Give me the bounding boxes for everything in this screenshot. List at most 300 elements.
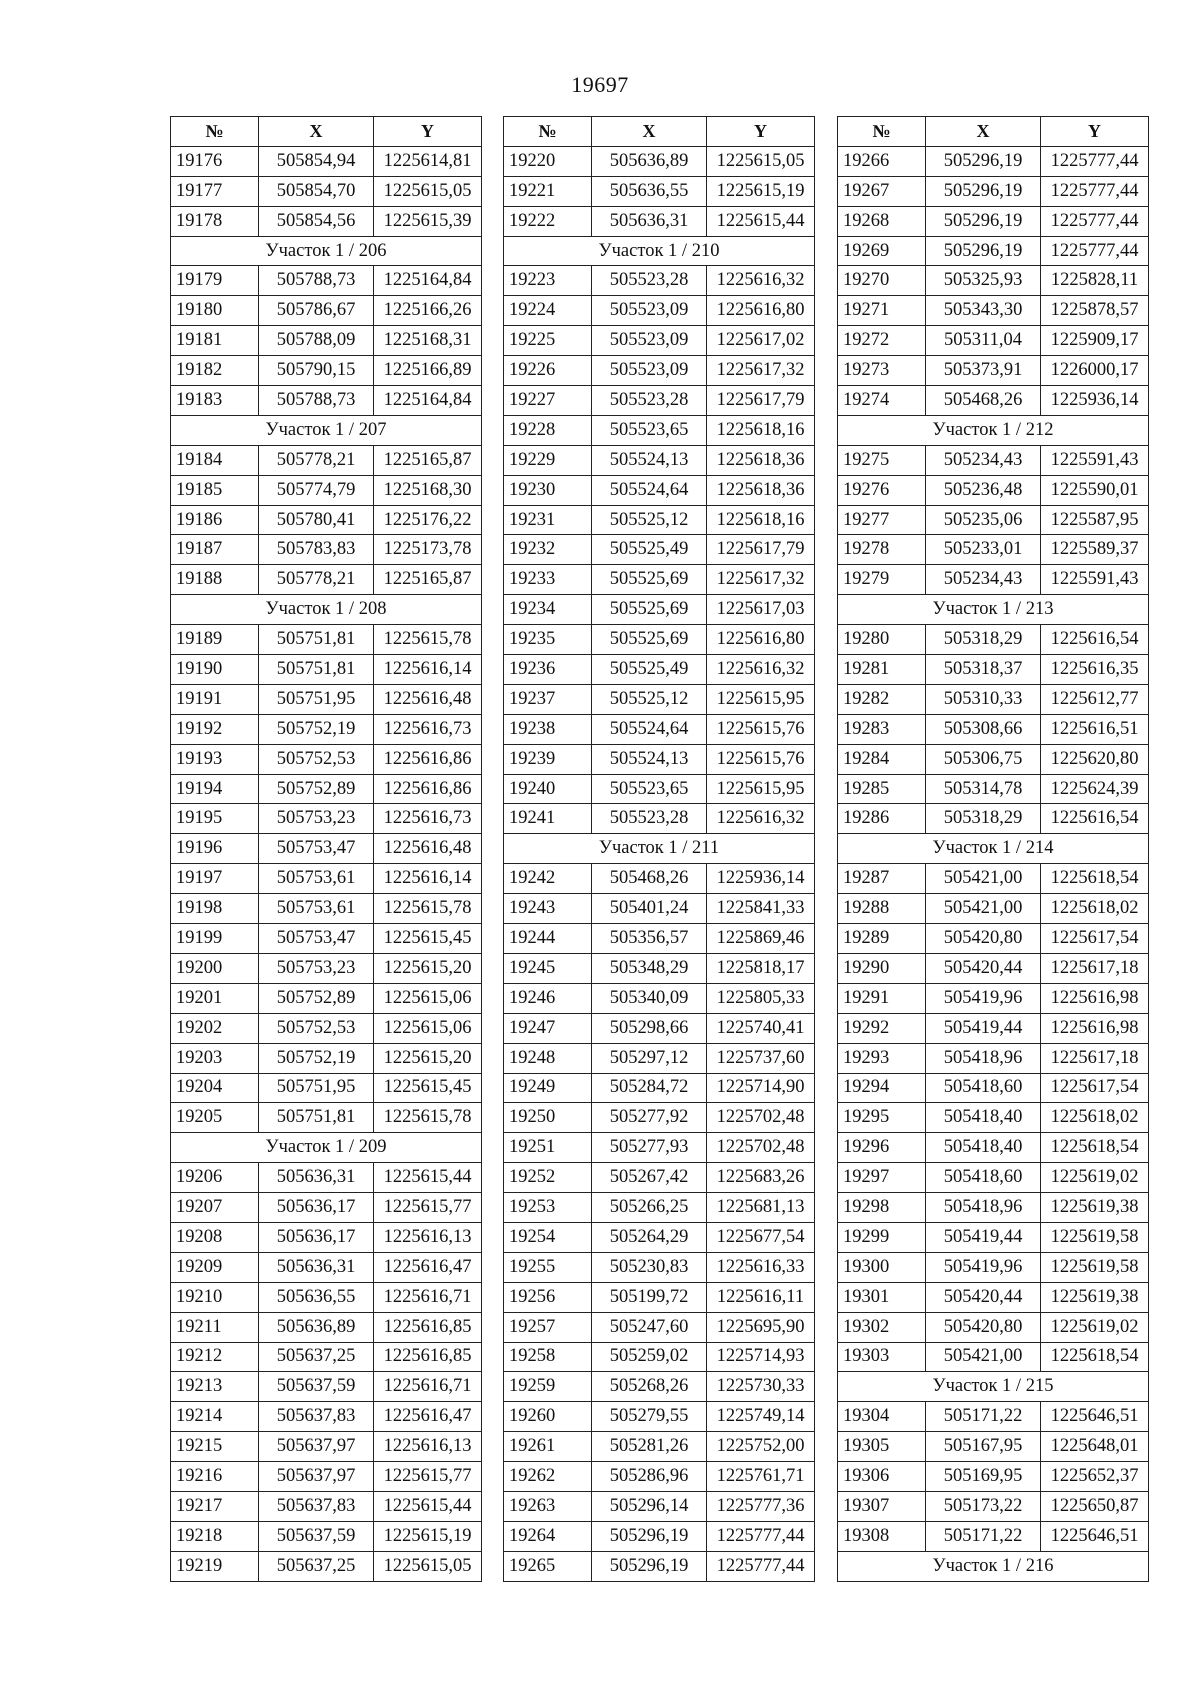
table-row <box>504 415 815 445</box>
point-number: 19178 <box>171 206 259 236</box>
y-coordinate: 1225616,47 <box>374 1402 482 1432</box>
point-number: 19231 <box>504 505 592 535</box>
table-row <box>504 655 815 685</box>
y-coordinate: 1225615,06 <box>374 1013 482 1043</box>
table-row <box>504 1163 815 1193</box>
table-row <box>838 1282 1149 1312</box>
point-number: 19189 <box>171 625 259 655</box>
table-row <box>171 953 482 983</box>
x-coordinate: 505247,60 <box>592 1312 707 1342</box>
x-coordinate: 505233,01 <box>926 535 1041 565</box>
x-coordinate: 505296,19 <box>926 206 1041 236</box>
table-row <box>504 714 815 744</box>
x-coordinate: 505421,00 <box>926 894 1041 924</box>
x-coordinate: 505752,19 <box>259 714 374 744</box>
y-coordinate: 1225737,60 <box>707 1043 815 1073</box>
table-row <box>504 983 815 1013</box>
point-number: 19247 <box>504 1013 592 1043</box>
table-row <box>171 1013 482 1043</box>
point-number: 19299 <box>838 1222 926 1252</box>
table-row <box>504 146 815 176</box>
x-coordinate: 505636,31 <box>259 1163 374 1193</box>
header-x: X <box>926 117 1041 147</box>
x-coordinate: 505284,72 <box>592 1073 707 1103</box>
table-row <box>504 386 815 416</box>
point-number: 19259 <box>504 1372 592 1402</box>
point-number: 19233 <box>504 565 592 595</box>
point-number: 19249 <box>504 1073 592 1103</box>
x-coordinate: 505523,28 <box>592 266 707 296</box>
point-number: 19223 <box>504 266 592 296</box>
y-coordinate: 1225616,32 <box>707 655 815 685</box>
y-coordinate: 1225616,47 <box>374 1252 482 1282</box>
table-row <box>171 684 482 714</box>
point-number: 19297 <box>838 1163 926 1193</box>
table-row <box>838 1342 1149 1372</box>
x-coordinate: 505636,89 <box>259 1312 374 1342</box>
table-row <box>171 1342 482 1372</box>
header-y: Y <box>374 117 482 147</box>
table-row <box>171 1073 482 1103</box>
point-number: 19199 <box>171 924 259 954</box>
point-number: 19294 <box>838 1073 926 1103</box>
x-coordinate: 505523,65 <box>592 774 707 804</box>
table-row <box>171 445 482 475</box>
x-coordinate: 505751,81 <box>259 625 374 655</box>
x-coordinate: 505318,29 <box>926 804 1041 834</box>
x-coordinate: 505751,95 <box>259 684 374 714</box>
point-number: 19264 <box>504 1521 592 1551</box>
header-number: № <box>504 117 592 147</box>
point-number: 19187 <box>171 535 259 565</box>
point-number: 19298 <box>838 1193 926 1223</box>
section-row <box>171 236 482 266</box>
x-coordinate: 505525,49 <box>592 655 707 685</box>
y-coordinate: 1225777,36 <box>707 1491 815 1521</box>
y-coordinate: 1225166,26 <box>374 296 482 326</box>
point-number: 19214 <box>171 1402 259 1432</box>
y-coordinate: 1225616,86 <box>374 774 482 804</box>
point-number: 19203 <box>171 1043 259 1073</box>
x-coordinate: 505420,80 <box>926 1312 1041 1342</box>
point-number: 19253 <box>504 1193 592 1223</box>
point-number: 19209 <box>171 1252 259 1282</box>
y-coordinate: 1225168,31 <box>374 326 482 356</box>
table-row <box>504 1222 815 1252</box>
point-number: 19177 <box>171 176 259 206</box>
y-coordinate: 1225616,73 <box>374 714 482 744</box>
point-number: 19303 <box>838 1342 926 1372</box>
y-coordinate: 1225616,86 <box>374 744 482 774</box>
point-number: 19180 <box>171 296 259 326</box>
table-row <box>504 445 815 475</box>
y-coordinate: 1225818,17 <box>707 953 815 983</box>
table-row <box>504 1491 815 1521</box>
y-coordinate: 1225752,00 <box>707 1432 815 1462</box>
table-row <box>504 1312 815 1342</box>
table-row <box>504 1073 815 1103</box>
table-row <box>171 475 482 505</box>
y-coordinate: 1225615,95 <box>707 774 815 804</box>
point-number: 19277 <box>838 505 926 535</box>
x-coordinate: 505753,47 <box>259 834 374 864</box>
table-row <box>171 1222 482 1252</box>
table-row <box>171 296 482 326</box>
point-number: 19207 <box>171 1193 259 1223</box>
table-row <box>171 1462 482 1492</box>
y-coordinate: 1225777,44 <box>707 1551 815 1581</box>
point-number: 19263 <box>504 1491 592 1521</box>
table-row <box>504 1252 815 1282</box>
y-coordinate: 1225165,87 <box>374 565 482 595</box>
table-row <box>838 1462 1149 1492</box>
section-title: Участок 1 / 210 <box>504 236 815 266</box>
y-coordinate: 1225936,14 <box>1041 386 1149 416</box>
section-title: Участок 1 / 216 <box>838 1551 1149 1581</box>
table-row <box>838 1193 1149 1223</box>
table-row <box>838 714 1149 744</box>
point-number: 19278 <box>838 535 926 565</box>
point-number: 19235 <box>504 625 592 655</box>
y-coordinate: 1225590,01 <box>1041 475 1149 505</box>
y-coordinate: 1225616,71 <box>374 1282 482 1312</box>
header-x: X <box>592 117 707 147</box>
y-coordinate: 1225168,30 <box>374 475 482 505</box>
x-coordinate: 505525,69 <box>592 595 707 625</box>
table-row <box>504 864 815 894</box>
point-number: 19226 <box>504 356 592 386</box>
point-number: 19301 <box>838 1282 926 1312</box>
y-coordinate: 1225714,93 <box>707 1342 815 1372</box>
point-number: 19255 <box>504 1252 592 1282</box>
y-coordinate: 1225841,33 <box>707 894 815 924</box>
point-number: 19292 <box>838 1013 926 1043</box>
table-row <box>171 1103 482 1133</box>
coordinates-table-2 <box>503 116 815 1582</box>
table-row <box>838 864 1149 894</box>
x-coordinate: 505267,42 <box>592 1163 707 1193</box>
table-row <box>838 565 1149 595</box>
y-coordinate: 1225619,58 <box>1041 1252 1149 1282</box>
x-coordinate: 505525,69 <box>592 565 707 595</box>
y-coordinate: 1225617,79 <box>707 535 815 565</box>
y-coordinate: 1225615,20 <box>374 953 482 983</box>
y-coordinate: 1225702,48 <box>707 1133 815 1163</box>
table-row <box>171 565 482 595</box>
section-row <box>171 1133 482 1163</box>
point-number: 19284 <box>838 744 926 774</box>
table-row <box>504 684 815 714</box>
table-row <box>504 326 815 356</box>
y-coordinate: 1225617,79 <box>707 386 815 416</box>
x-coordinate: 505419,96 <box>926 983 1041 1013</box>
table-row <box>504 1432 815 1462</box>
y-coordinate: 1225616,73 <box>374 804 482 834</box>
table-row <box>838 326 1149 356</box>
x-coordinate: 505318,37 <box>926 655 1041 685</box>
section-row <box>838 1551 1149 1581</box>
table-row <box>504 475 815 505</box>
x-coordinate: 505286,96 <box>592 1462 707 1492</box>
y-coordinate: 1225616,98 <box>1041 1013 1149 1043</box>
table-row <box>504 1521 815 1551</box>
x-coordinate: 505752,19 <box>259 1043 374 1073</box>
table-row <box>838 146 1149 176</box>
point-number: 19238 <box>504 714 592 744</box>
point-number: 19302 <box>838 1312 926 1342</box>
table-row <box>504 1133 815 1163</box>
y-coordinate: 1225740,41 <box>707 1013 815 1043</box>
x-coordinate: 505636,31 <box>592 206 707 236</box>
table-row <box>171 834 482 864</box>
point-number: 19198 <box>171 894 259 924</box>
table-row <box>504 924 815 954</box>
x-coordinate: 505418,40 <box>926 1103 1041 1133</box>
table-row <box>171 983 482 1013</box>
y-coordinate: 1225615,44 <box>374 1491 482 1521</box>
y-coordinate: 1225616,80 <box>707 296 815 326</box>
point-number: 19260 <box>504 1402 592 1432</box>
header-number: № <box>171 117 259 147</box>
y-coordinate: 1225681,13 <box>707 1193 815 1223</box>
x-coordinate: 505854,56 <box>259 206 374 236</box>
x-coordinate: 505636,55 <box>592 176 707 206</box>
y-coordinate: 1225619,02 <box>1041 1312 1149 1342</box>
y-coordinate: 1225616,80 <box>707 625 815 655</box>
table-row <box>171 864 482 894</box>
y-coordinate: 1225166,89 <box>374 356 482 386</box>
table-row <box>171 1163 482 1193</box>
x-coordinate: 505774,79 <box>259 475 374 505</box>
table-row <box>838 176 1149 206</box>
x-coordinate: 505636,17 <box>259 1222 374 1252</box>
table-row <box>838 1312 1149 1342</box>
x-coordinate: 505296,19 <box>926 236 1041 266</box>
point-number: 19192 <box>171 714 259 744</box>
point-number: 19185 <box>171 475 259 505</box>
table-row <box>504 625 815 655</box>
y-coordinate: 1225591,43 <box>1041 565 1149 595</box>
x-coordinate: 505296,19 <box>926 176 1041 206</box>
point-number: 19184 <box>171 445 259 475</box>
table-row <box>838 655 1149 685</box>
x-coordinate: 505348,29 <box>592 953 707 983</box>
y-coordinate: 1225616,33 <box>707 1252 815 1282</box>
point-number: 19213 <box>171 1372 259 1402</box>
x-coordinate: 505523,28 <box>592 386 707 416</box>
y-coordinate: 1225618,54 <box>1041 864 1149 894</box>
y-coordinate: 1225616,48 <box>374 684 482 714</box>
point-number: 19273 <box>838 356 926 386</box>
table-row <box>171 505 482 535</box>
point-number: 19204 <box>171 1073 259 1103</box>
x-coordinate: 505340,09 <box>592 983 707 1013</box>
y-coordinate: 1225617,18 <box>1041 953 1149 983</box>
y-coordinate: 1225615,45 <box>374 1073 482 1103</box>
point-number: 19186 <box>171 505 259 535</box>
y-coordinate: 1225164,84 <box>374 386 482 416</box>
x-coordinate: 505637,59 <box>259 1372 374 1402</box>
x-coordinate: 505279,55 <box>592 1402 707 1432</box>
point-number: 19229 <box>504 445 592 475</box>
table-row <box>838 1432 1149 1462</box>
table-row <box>838 1133 1149 1163</box>
coordinates-table-3 <box>837 116 1149 1582</box>
table-header-row <box>838 117 1149 147</box>
table-header-row <box>171 117 482 147</box>
y-coordinate: 1225615,95 <box>707 684 815 714</box>
y-coordinate: 1225616,32 <box>707 804 815 834</box>
x-coordinate: 505854,94 <box>259 146 374 176</box>
y-coordinate: 1225620,80 <box>1041 744 1149 774</box>
y-coordinate: 1225616,32 <box>707 266 815 296</box>
y-coordinate: 1225616,13 <box>374 1222 482 1252</box>
y-coordinate: 1225616,98 <box>1041 983 1149 1013</box>
y-coordinate: 1225869,46 <box>707 924 815 954</box>
x-coordinate: 505310,33 <box>926 684 1041 714</box>
y-coordinate: 1225589,37 <box>1041 535 1149 565</box>
x-coordinate: 505420,80 <box>926 924 1041 954</box>
point-number: 19208 <box>171 1222 259 1252</box>
table-row <box>171 1252 482 1282</box>
x-coordinate: 505788,09 <box>259 326 374 356</box>
coordinates-table-1 <box>170 116 482 1582</box>
y-coordinate: 1225615,05 <box>374 176 482 206</box>
point-number: 19283 <box>838 714 926 744</box>
table-row <box>504 1551 815 1581</box>
y-coordinate: 1225615,44 <box>374 1163 482 1193</box>
y-coordinate: 1225618,54 <box>1041 1342 1149 1372</box>
table-row <box>838 1521 1149 1551</box>
table-row <box>171 1432 482 1462</box>
table-row <box>504 1402 815 1432</box>
table-row <box>171 1043 482 1073</box>
table-row <box>504 565 815 595</box>
y-coordinate: 1225805,33 <box>707 983 815 1013</box>
table-row <box>171 176 482 206</box>
point-number: 19200 <box>171 953 259 983</box>
y-coordinate: 1225616,11 <box>707 1282 815 1312</box>
x-coordinate: 505268,26 <box>592 1372 707 1402</box>
y-coordinate: 1225617,32 <box>707 565 815 595</box>
table-row <box>838 1163 1149 1193</box>
x-coordinate: 505418,96 <box>926 1193 1041 1223</box>
x-coordinate: 505637,97 <box>259 1462 374 1492</box>
table-row <box>838 924 1149 954</box>
x-coordinate: 505753,61 <box>259 864 374 894</box>
table-row <box>838 1043 1149 1073</box>
x-coordinate: 505418,60 <box>926 1073 1041 1103</box>
x-coordinate: 505753,61 <box>259 894 374 924</box>
x-coordinate: 505778,21 <box>259 445 374 475</box>
y-coordinate: 1225617,18 <box>1041 1043 1149 1073</box>
x-coordinate: 505790,15 <box>259 356 374 386</box>
point-number: 19300 <box>838 1252 926 1282</box>
point-number: 19181 <box>171 326 259 356</box>
y-coordinate: 1225615,76 <box>707 744 815 774</box>
table-row <box>838 386 1149 416</box>
x-coordinate: 505296,19 <box>592 1551 707 1581</box>
section-title: Участок 1 / 213 <box>838 595 1149 625</box>
point-number: 19215 <box>171 1432 259 1462</box>
point-number: 19306 <box>838 1462 926 1492</box>
table-row <box>504 206 815 236</box>
x-coordinate: 505171,22 <box>926 1402 1041 1432</box>
point-number: 19195 <box>171 804 259 834</box>
point-number: 19216 <box>171 1462 259 1492</box>
point-number: 19285 <box>838 774 926 804</box>
table-row <box>504 1342 815 1372</box>
table-row <box>171 1551 482 1581</box>
section-row <box>838 415 1149 445</box>
x-coordinate: 505788,73 <box>259 266 374 296</box>
y-coordinate: 1225615,19 <box>374 1521 482 1551</box>
table-row <box>504 1103 815 1133</box>
point-number: 19286 <box>838 804 926 834</box>
point-number: 19295 <box>838 1103 926 1133</box>
point-number: 19242 <box>504 864 592 894</box>
table-row <box>838 953 1149 983</box>
y-coordinate: 1225777,44 <box>707 1521 815 1551</box>
table-row <box>504 1043 815 1073</box>
point-number: 19194 <box>171 774 259 804</box>
x-coordinate: 505751,95 <box>259 1073 374 1103</box>
y-coordinate: 1225164,84 <box>374 266 482 296</box>
section-title: Участок 1 / 215 <box>838 1372 1149 1402</box>
point-number: 19206 <box>171 1163 259 1193</box>
x-coordinate: 505296,14 <box>592 1491 707 1521</box>
y-coordinate: 1225616,35 <box>1041 655 1149 685</box>
table-row <box>504 505 815 535</box>
point-number: 19248 <box>504 1043 592 1073</box>
x-coordinate: 505524,64 <box>592 714 707 744</box>
table-row <box>838 535 1149 565</box>
x-coordinate: 505343,30 <box>926 296 1041 326</box>
point-number: 19293 <box>838 1043 926 1073</box>
table-row <box>838 1491 1149 1521</box>
y-coordinate: 1225615,05 <box>374 1551 482 1581</box>
point-number: 19236 <box>504 655 592 685</box>
table-row <box>504 356 815 386</box>
point-number: 19251 <box>504 1133 592 1163</box>
point-number: 19271 <box>838 296 926 326</box>
x-coordinate: 505235,06 <box>926 505 1041 535</box>
point-number: 19256 <box>504 1282 592 1312</box>
y-coordinate: 1225616,14 <box>374 655 482 685</box>
table-row <box>171 266 482 296</box>
x-coordinate: 505264,29 <box>592 1222 707 1252</box>
y-coordinate: 1225165,87 <box>374 445 482 475</box>
section-row <box>504 834 815 864</box>
point-number: 19221 <box>504 176 592 206</box>
x-coordinate: 505418,40 <box>926 1133 1041 1163</box>
y-coordinate: 1225714,90 <box>707 1073 815 1103</box>
table-row <box>171 744 482 774</box>
x-coordinate: 505780,41 <box>259 505 374 535</box>
y-coordinate: 1225616,14 <box>374 864 482 894</box>
section-row <box>838 1372 1149 1402</box>
section-title: Участок 1 / 207 <box>171 415 482 445</box>
x-coordinate: 505419,44 <box>926 1013 1041 1043</box>
table-row <box>504 774 815 804</box>
point-number: 19240 <box>504 774 592 804</box>
point-number: 19190 <box>171 655 259 685</box>
point-number: 19244 <box>504 924 592 954</box>
y-coordinate: 1225615,77 <box>374 1462 482 1492</box>
point-number: 19267 <box>838 176 926 206</box>
table-row <box>171 924 482 954</box>
y-coordinate: 1225936,14 <box>707 864 815 894</box>
